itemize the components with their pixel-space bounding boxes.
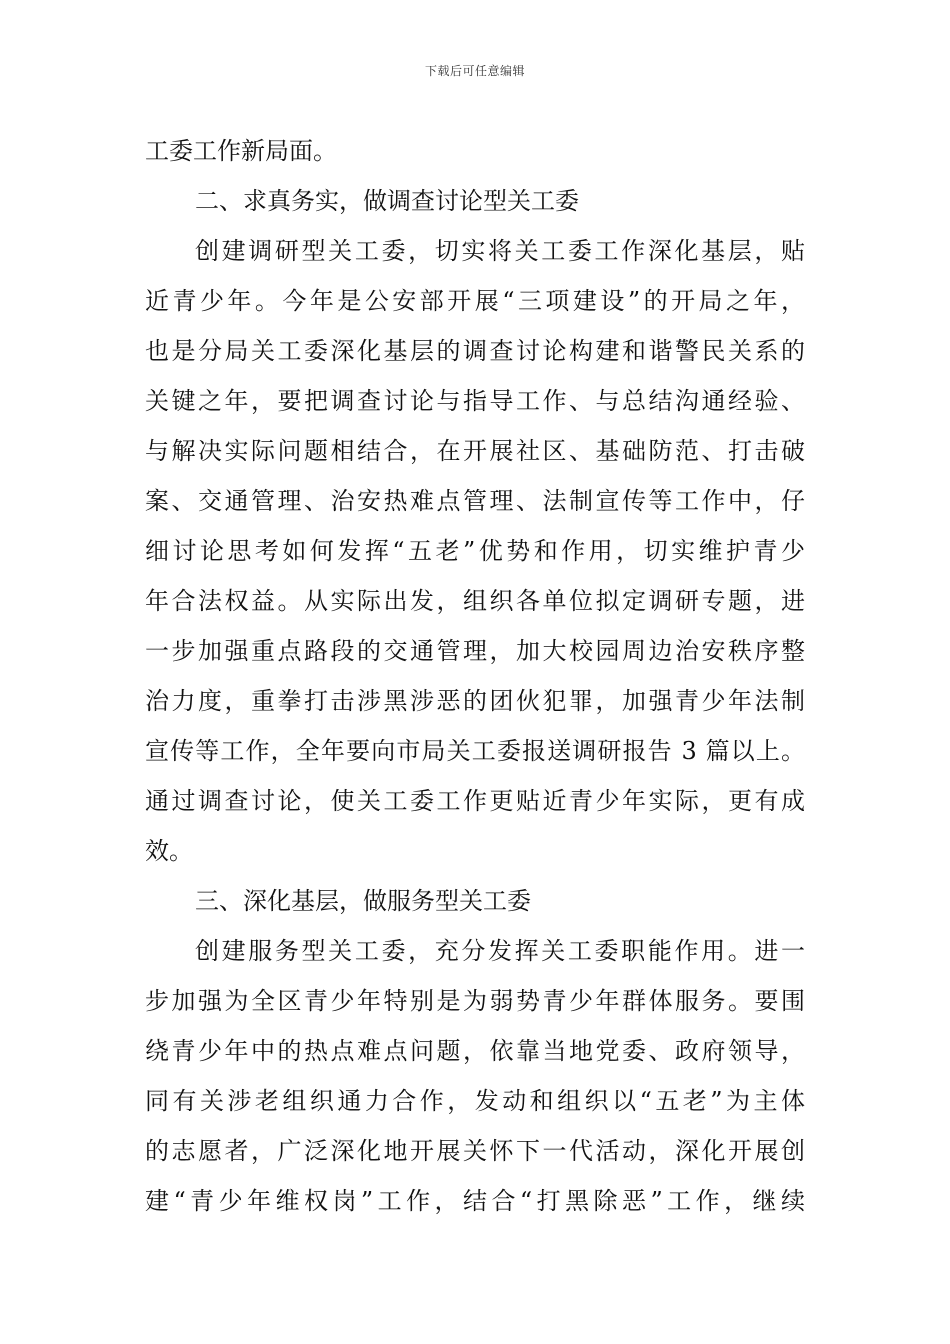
paragraph-line: 的志愿者，广泛深化地开展关怀下一代活动，深化开展创	[145, 1137, 805, 1165]
paragraph-line: 创建调研型关工委，切实将关工委工作深化基层，贴	[195, 237, 805, 265]
paragraph-line: 与解决实际问题相结合，在开展社区、基础防范、打击破	[145, 437, 805, 465]
paragraph-line: 工委工作新局面。	[145, 137, 337, 165]
section-heading: 二、求真务实，做调查讨论型关工委	[195, 187, 579, 215]
paragraph-line: 通过调查讨论，使关工委工作更贴近青少年实际，更有成	[145, 787, 805, 815]
paragraph-line: 步加强为全区青少年特别是为弱势青少年群体服务。要围	[145, 987, 805, 1015]
paragraph-line: 建“青少年维权岗”工作，结合“打黑除恶”工作，继续	[145, 1187, 805, 1215]
paragraph-line: 效。	[145, 837, 193, 865]
paragraph-line: 同有关涉老组织通力合作，发动和组织以“五老”为主体	[145, 1087, 805, 1115]
paragraph-line: 治力度，重拳打击涉黑涉恶的团伙犯罪，加强青少年法制	[145, 687, 805, 715]
paragraph-line: 案、交通管理、治安热难点管理、法制宣传等工作中，仔	[145, 487, 805, 515]
paragraph-line: 年合法权益。从实际出发，组织各单位拟定调研专题，进	[145, 587, 805, 615]
paragraph-line: 一步加强重点路段的交通管理，加大校园周边治安秩序整	[145, 637, 805, 665]
section-heading: 三、深化基层，做服务型关工委	[195, 887, 531, 915]
page-header: 下载后可任意编辑	[424, 64, 525, 78]
paragraph-line: 关键之年，要把调查讨论与指导工作、与总结沟通经验、	[145, 387, 805, 415]
paragraph-line: 宣传等工作，全年要向市局关工委报送调研报告 3 篇以上。	[145, 737, 805, 765]
paragraph-line: 也是分局关工委深化基层的调查讨论构建和谐警民关系的	[145, 337, 805, 365]
paragraph-line: 细讨论思考如何发挥“五老”优势和作用，切实维护青少	[145, 537, 805, 565]
paragraph-line: 创建服务型关工委，充分发挥关工委职能作用。进一	[195, 937, 805, 965]
paragraph-line: 绕青少年中的热点难点问题，依靠当地党委、政府领导，	[145, 1037, 805, 1065]
document-body	[145, 126, 805, 1226]
paragraph-line: 近青少年。今年是公安部开展“三项建设”的开局之年，	[145, 287, 805, 315]
